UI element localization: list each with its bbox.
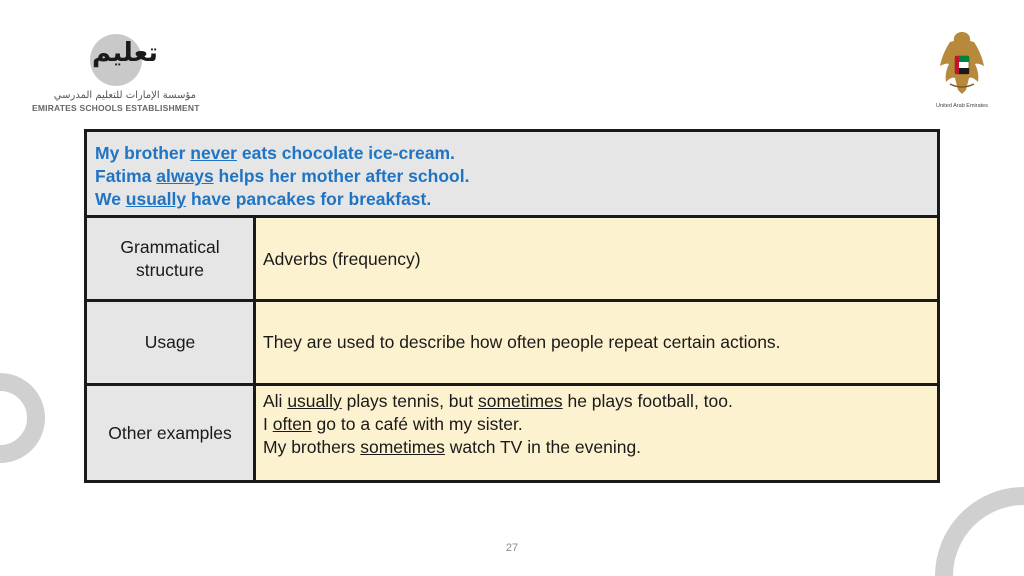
example-line: Ali usually plays tennis, but sometimes he plays football, too. <box>263 391 733 411</box>
frequency-adverb: usually <box>125 189 187 209</box>
example-sentence: Fatima always helps her mother after school. <box>95 166 470 186</box>
frequency-adverb: usually <box>287 391 342 411</box>
decorative-arc-left-icon <box>0 372 48 464</box>
example-line: My brothers sometimes watch TV in the evening. <box>263 437 642 457</box>
frequency-adverb: often <box>272 414 312 434</box>
example-sentence: We usually have pancakes for breakfast. <box>95 189 432 209</box>
falcon-emblem-icon <box>936 30 988 96</box>
grammar-table <box>84 129 940 483</box>
example-sentence: My brother never eats chocolate ice-cream. <box>95 143 455 163</box>
logo-glyph: تعليم <box>92 38 159 68</box>
emblem-caption: United Arab Emirates <box>936 103 988 109</box>
example-line: I often go to a café with my sister. <box>263 414 523 434</box>
frequency-adverb: never <box>190 143 237 163</box>
other-examples-label: Other examples <box>87 386 253 480</box>
usage-label: Usage <box>87 302 253 383</box>
frequency-adverb: sometimes <box>360 437 445 457</box>
example-sentences-header <box>87 132 937 215</box>
grammatical-structure-value: Adverbs (frequency) <box>256 218 937 299</box>
logo-english-name: EMIRATES SCHOOLS ESTABLISHMENT <box>32 103 200 113</box>
emirates-schools-logo <box>28 34 198 114</box>
frequency-adverb: always <box>156 166 214 186</box>
frequency-adverb: sometimes <box>478 391 563 411</box>
page-number: 27 <box>505 542 519 554</box>
other-examples-value <box>256 386 937 480</box>
uae-emblem <box>930 30 994 112</box>
usage-value: They are used to describe how often people repeat certain actions. <box>256 302 937 383</box>
decorative-arc-right-icon <box>930 482 1024 576</box>
grammatical-structure-label: Grammatical structure <box>87 218 253 299</box>
logo-arabic-name: مؤسسة الإمارات للتعليم المدرسي <box>53 90 196 101</box>
